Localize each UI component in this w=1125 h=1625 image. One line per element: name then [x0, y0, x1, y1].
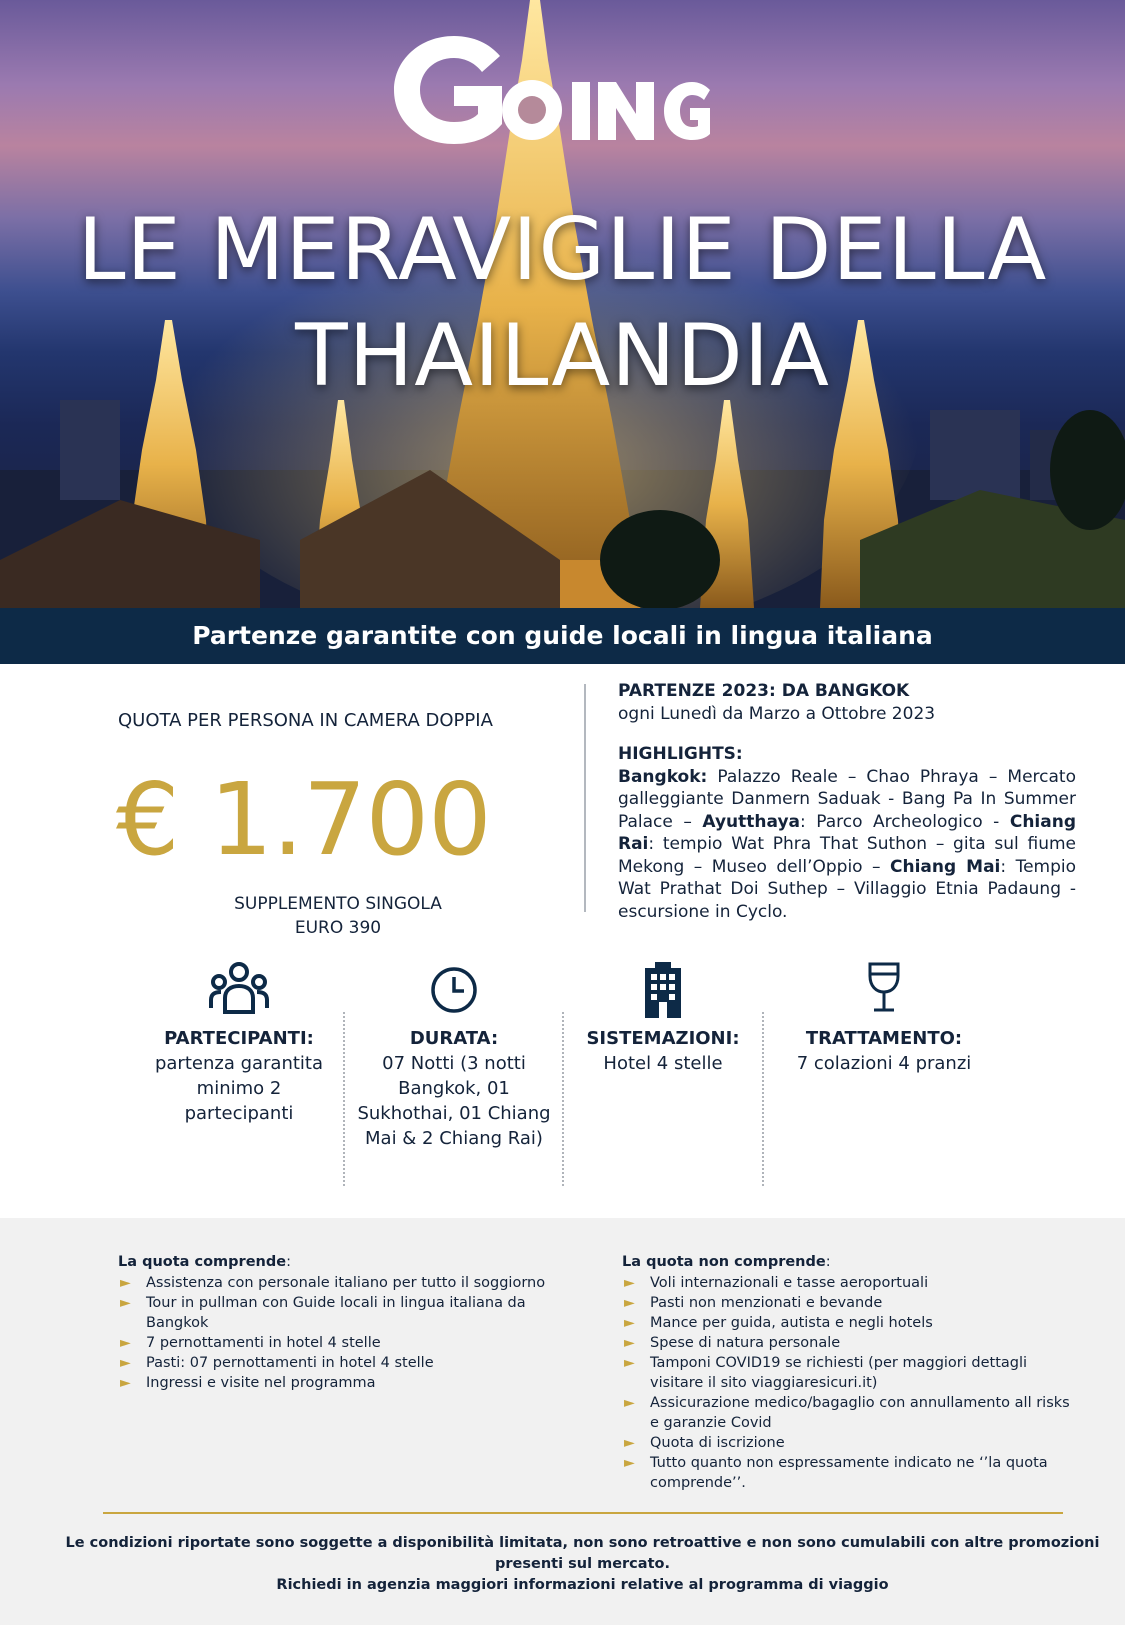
highlights-text: [618, 766, 1076, 924]
excluded-title: La quota non comprende:: [622, 1254, 831, 1270]
list-item-text: 7 pernottamenti in hotel 4 stelle: [146, 1335, 381, 1351]
highlight-desc: : Parco Archeologico -: [800, 811, 1010, 832]
dotted-divider: [343, 1012, 345, 1186]
bullet-arrow-icon: ►: [624, 1295, 635, 1311]
list-item-text: Mance per guida, autista e negli hotels: [650, 1315, 933, 1331]
dotted-divider: [562, 1012, 564, 1186]
list-item: [118, 1353, 578, 1373]
highlight-desc: Palazzo Reale – Chao Phraya – Mercato galleggiante Danmern Saduak - Bang Pa In Summer Palace –: [618, 766, 1076, 832]
feature-title: PARTECIPANTI:: [164, 1028, 314, 1049]
price-label: QUOTA PER PERSONA IN CAMERA DOPPIA: [118, 710, 493, 731]
list-item: [118, 1293, 578, 1333]
feature-text: 7 colazioni 4 pranzi: [796, 1053, 972, 1074]
bullet-arrow-icon: ►: [624, 1395, 635, 1411]
guarantee-banner: Partenze garantite con guide locali in lingua italiana: [0, 608, 1125, 664]
list-item-text: Quota di iscrizione: [650, 1435, 785, 1451]
list-item-text: Tutto quanto non espressamente indicato ne ‘’la quota comprende’’.: [650, 1455, 1048, 1491]
list-item: [622, 1333, 1072, 1353]
highlight-place: Bangkok:: [618, 766, 708, 787]
departures-text: ogni Lunedì da Marzo a Ottobre 2023: [618, 703, 936, 724]
feature-title: DURATA:: [409, 1028, 499, 1049]
list-item-text: Ingressi e visite nel programma: [146, 1375, 376, 1391]
feature-title: SISTEMAZIONI:: [586, 1028, 740, 1049]
bullet-arrow-icon: ►: [624, 1315, 635, 1331]
list-item-text: Spese di natura personale: [650, 1335, 841, 1351]
trip-info: [618, 680, 1076, 923]
feature-text: Hotel 4 stelle: [603, 1053, 723, 1074]
list-item: [622, 1433, 1072, 1453]
list-item-text: Assicurazione medico/bagaglio con annullamento all risks e garanzie Covid: [650, 1395, 1070, 1431]
footer-note: [40, 1533, 1125, 1596]
feature-text: 07 Notti (3 notti Bangkok, 01 Sukhothai, 01 Chiang Mai & 2 Chiang Rai): [357, 1053, 551, 1149]
list-item-text: Tour in pullman con Guide locali in lingua italiana da Bangkok: [146, 1295, 526, 1331]
clock-icon: [429, 960, 479, 1018]
single-supplement: [218, 892, 458, 940]
list-item: [622, 1313, 1072, 1333]
feature-title: TRATTAMENTO:: [805, 1028, 963, 1049]
supplement-label: SUPPLEMENTO SINGOLA: [234, 894, 442, 914]
bullet-arrow-icon: ►: [624, 1335, 635, 1351]
hotel-icon: [643, 960, 683, 1018]
hero-title-line1: LE MERAVIGLIE DELLA: [77, 200, 1048, 300]
list-item: [118, 1333, 578, 1353]
included-title: La quota comprende:: [118, 1254, 291, 1270]
bullet-arrow-icon: ►: [624, 1275, 635, 1291]
vertical-divider: [584, 684, 586, 912]
highlights-heading: HIGHLIGHTS:: [618, 744, 743, 764]
feature-participants: [148, 960, 330, 1126]
bullet-arrow-icon: ►: [120, 1375, 131, 1391]
bullet-arrow-icon: ►: [624, 1455, 635, 1471]
feature-meals: [776, 960, 992, 1076]
list-item: [118, 1273, 578, 1293]
list-item-text: Assistenza con personale italiano per tutto il soggiorno: [146, 1275, 546, 1291]
bullet-arrow-icon: ►: [120, 1295, 131, 1311]
list-item: [118, 1373, 578, 1393]
wine-glass-icon: [866, 960, 902, 1018]
footer-line2: Richiedi in agenzia maggiori informazioni relative al programma di viaggio: [276, 1577, 889, 1593]
dotted-divider: [762, 1012, 764, 1186]
feature-text: partenza garantita minimo 2 partecipanti: [154, 1053, 324, 1124]
bullet-arrow-icon: ►: [120, 1335, 131, 1351]
highlight-place: Chiang Mai: [890, 856, 1001, 877]
list-item: [622, 1293, 1072, 1313]
list-item: [622, 1353, 1072, 1393]
list-item-text: Pasti: 07 pernottamenti in hotel 4 stelle: [146, 1355, 434, 1371]
bullet-arrow-icon: ►: [624, 1355, 635, 1371]
supplement-value: EURO 390: [294, 918, 382, 938]
bullet-arrow-icon: ►: [624, 1435, 635, 1451]
bullet-arrow-icon: ►: [120, 1275, 131, 1291]
list-item-text: Pasti non menzionati e bevande: [650, 1295, 883, 1311]
highlight-place: Chiang Rai: [618, 811, 1076, 854]
included-list: [118, 1252, 578, 1393]
departures-heading: PARTENZE 2023: DA BANGKOK: [618, 681, 910, 701]
gold-divider: [103, 1512, 1063, 1514]
highlight-desc: : Tempio Wat Prathat Doi Suthep – Villaggio Etnia Padaung - escursione in Cyclo.: [618, 856, 1076, 922]
going-logo: [392, 28, 712, 148]
group-icon: [209, 960, 269, 1018]
highlight-place: Ayutthaya: [702, 811, 800, 832]
list-item-text: Voli internazionali e tasse aeroportuali: [650, 1275, 929, 1291]
feature-accommodation: [576, 960, 750, 1076]
list-item: [622, 1453, 1072, 1493]
hero-image: [0, 0, 1125, 608]
hero-title-line2: THAILANDIA: [295, 306, 830, 406]
excluded-list: [622, 1252, 1072, 1493]
price-value: € 1.700: [116, 761, 491, 878]
list-item-text: Tamponi COVID19 se richiesti (per maggiori dettagli visitare il sito viaggiaresicuri.it): [650, 1355, 1028, 1391]
highlight-desc: : tempio Wat Phra That Suthon – gita sul fiume Mekong – Museo dell’Oppio –: [618, 834, 1076, 877]
feature-duration: [356, 960, 552, 1151]
bullet-arrow-icon: ►: [120, 1355, 131, 1371]
list-item: [622, 1273, 1072, 1293]
list-item: [622, 1393, 1072, 1433]
footer-line1: Le condizioni riportate sono soggette a disponibilità limitata, non sono retroattive e non sono cumulabili con altre promozioni presenti sul mercato.: [65, 1535, 1100, 1572]
